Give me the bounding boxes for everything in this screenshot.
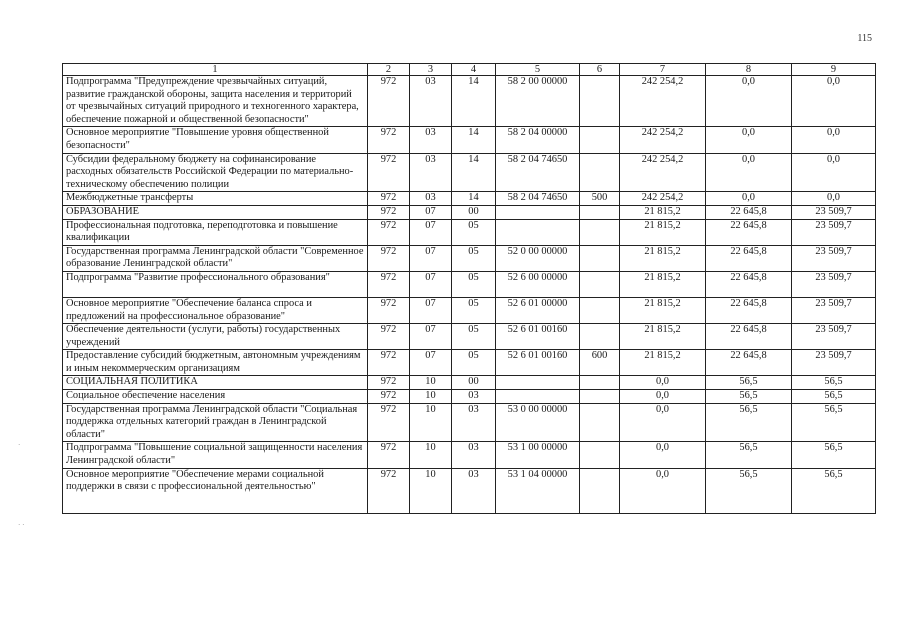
row-value-cell: 242 254,2: [620, 127, 706, 153]
row-value-cell: [580, 205, 620, 219]
row-value-cell: 07: [410, 350, 452, 376]
table-row: [63, 324, 876, 350]
col-header: 5: [496, 64, 580, 76]
row-value-cell: 21 815,2: [620, 297, 706, 323]
row-value-cell: 23 509,7: [792, 350, 876, 376]
row-value-cell: 0,0: [706, 153, 792, 192]
row-value-cell: 0,0: [620, 376, 706, 390]
row-value-cell: 53 0 00 00000: [496, 403, 580, 442]
row-value-cell: 56,5: [706, 442, 792, 468]
row-value-cell: 05: [452, 271, 496, 297]
table-row: [63, 403, 876, 442]
row-value-cell: 07: [410, 297, 452, 323]
row-value-cell: 00: [452, 376, 496, 390]
row-value-cell: 972: [368, 376, 410, 390]
table-row: [63, 76, 876, 127]
row-value-cell: 0,0: [706, 192, 792, 206]
row-value-cell: 05: [452, 245, 496, 271]
row-value-cell: 972: [368, 350, 410, 376]
row-value-cell: 0,0: [792, 153, 876, 192]
row-value-cell: 972: [368, 153, 410, 192]
row-value-cell: 0,0: [620, 390, 706, 404]
row-value-cell: 0,0: [620, 403, 706, 442]
row-value-cell: 07: [410, 219, 452, 245]
row-name-cell: Подпрограмма "Развитие профессионального образования": [63, 271, 368, 297]
row-value-cell: 242 254,2: [620, 192, 706, 206]
row-value-cell: 52 6 01 00000: [496, 297, 580, 323]
row-value-cell: [580, 297, 620, 323]
table-row: [63, 468, 876, 513]
row-value-cell: 22 645,8: [706, 324, 792, 350]
row-value-cell: 23 509,7: [792, 219, 876, 245]
row-value-cell: 972: [368, 403, 410, 442]
row-value-cell: 972: [368, 390, 410, 404]
table-row: [63, 271, 876, 297]
row-value-cell: 500: [580, 192, 620, 206]
row-value-cell: 600: [580, 350, 620, 376]
row-value-cell: 21 815,2: [620, 324, 706, 350]
table-row: [63, 390, 876, 404]
row-value-cell: [580, 153, 620, 192]
row-name-cell: Государственная программа Ленинградской области "Современное образование Ленинградской области": [63, 245, 368, 271]
col-header: 6: [580, 64, 620, 76]
page-number: 115: [857, 33, 872, 44]
row-value-cell: 22 645,8: [706, 205, 792, 219]
row-value-cell: 10: [410, 390, 452, 404]
row-value-cell: 05: [452, 350, 496, 376]
row-value-cell: 23 509,7: [792, 271, 876, 297]
table-body: [63, 76, 876, 514]
row-value-cell: [496, 390, 580, 404]
table-row: [63, 297, 876, 323]
row-value-cell: 56,5: [706, 376, 792, 390]
row-name-cell: Профессиональная подготовка, переподготовка и повышение квалификации: [63, 219, 368, 245]
table-row: [63, 127, 876, 153]
row-value-cell: 22 645,8: [706, 245, 792, 271]
row-value-cell: 03: [452, 390, 496, 404]
scribble-mark: · ·: [18, 521, 25, 529]
row-value-cell: [580, 468, 620, 513]
table-row: [63, 442, 876, 468]
row-value-cell: 0,0: [792, 192, 876, 206]
row-value-cell: 23 509,7: [792, 324, 876, 350]
row-value-cell: 00: [452, 205, 496, 219]
row-name-cell: Межбюджетные трансферты: [63, 192, 368, 206]
row-value-cell: 56,5: [792, 468, 876, 513]
row-value-cell: 972: [368, 205, 410, 219]
table-row: [63, 350, 876, 376]
row-value-cell: 03: [410, 76, 452, 127]
row-value-cell: [580, 324, 620, 350]
row-value-cell: 0,0: [620, 468, 706, 513]
row-value-cell: 58 2 04 74650: [496, 153, 580, 192]
row-value-cell: 56,5: [706, 468, 792, 513]
row-value-cell: 56,5: [792, 390, 876, 404]
row-value-cell: [580, 376, 620, 390]
row-name-cell: Подпрограмма "Предупреждение чрезвычайных ситуаций, развитие гражданской обороны, защита населения и территорий от чрезвычайных ситуаций природного и техногенного характера, обеспечение пожарной и общественной безопасности": [63, 76, 368, 127]
margin-scribbles: [18, 440, 58, 530]
row-value-cell: 21 815,2: [620, 271, 706, 297]
table-row: [63, 219, 876, 245]
table-row: [63, 205, 876, 219]
table-row: [63, 376, 876, 390]
table-row: [63, 245, 876, 271]
col-header: 9: [792, 64, 876, 76]
row-value-cell: 21 815,2: [620, 350, 706, 376]
row-value-cell: 10: [410, 376, 452, 390]
row-value-cell: 56,5: [792, 442, 876, 468]
row-value-cell: 10: [410, 442, 452, 468]
row-value-cell: [580, 403, 620, 442]
row-value-cell: 972: [368, 192, 410, 206]
header-row: [63, 64, 876, 76]
row-value-cell: 05: [452, 219, 496, 245]
row-value-cell: 22 645,8: [706, 219, 792, 245]
row-value-cell: 972: [368, 271, 410, 297]
row-name-cell: Предоставление субсидий бюджетным, автономным учреждениям и иным некоммерческим организациям: [63, 350, 368, 376]
row-value-cell: 14: [452, 76, 496, 127]
row-value-cell: 0,0: [706, 127, 792, 153]
row-value-cell: 21 815,2: [620, 245, 706, 271]
row-value-cell: 972: [368, 219, 410, 245]
row-value-cell: 03: [452, 442, 496, 468]
row-value-cell: 14: [452, 153, 496, 192]
row-value-cell: [496, 205, 580, 219]
row-value-cell: 242 254,2: [620, 76, 706, 127]
row-value-cell: 972: [368, 297, 410, 323]
row-value-cell: 58 2 04 74650: [496, 192, 580, 206]
row-value-cell: 05: [452, 324, 496, 350]
row-name-cell: Обеспечение деятельности (услуги, работы) государственных учреждений: [63, 324, 368, 350]
scribble-mark: ·: [18, 441, 21, 449]
row-value-cell: 10: [410, 468, 452, 513]
col-header: 2: [368, 64, 410, 76]
row-name-cell: Социальное обеспечение населения: [63, 390, 368, 404]
row-value-cell: 14: [452, 192, 496, 206]
row-value-cell: 53 1 04 00000: [496, 468, 580, 513]
col-header: 1: [63, 64, 368, 76]
row-value-cell: 972: [368, 324, 410, 350]
row-value-cell: 07: [410, 324, 452, 350]
row-value-cell: 03: [410, 127, 452, 153]
row-value-cell: 23 509,7: [792, 297, 876, 323]
row-value-cell: 05: [452, 297, 496, 323]
row-name-cell: Основное мероприятие "Обеспечение баланса спроса и предложений на профессиональное образование": [63, 297, 368, 323]
row-name-cell: Государственная программа Ленинградской области "Социальная поддержка отдельных категорий граждан в Ленинградской области": [63, 403, 368, 442]
row-value-cell: 56,5: [706, 390, 792, 404]
col-header: 7: [620, 64, 706, 76]
table-row: [63, 192, 876, 206]
col-header: 8: [706, 64, 792, 76]
row-value-cell: 972: [368, 442, 410, 468]
row-value-cell: 03: [452, 468, 496, 513]
row-value-cell: 21 815,2: [620, 205, 706, 219]
row-value-cell: [580, 442, 620, 468]
row-value-cell: 52 0 00 00000: [496, 245, 580, 271]
row-name-cell: Основное мероприятие "Повышение уровня общественной безопасности": [63, 127, 368, 153]
row-value-cell: 22 645,8: [706, 297, 792, 323]
row-value-cell: 07: [410, 271, 452, 297]
row-value-cell: 21 815,2: [620, 219, 706, 245]
row-value-cell: 972: [368, 468, 410, 513]
row-value-cell: 14: [452, 127, 496, 153]
row-value-cell: 56,5: [706, 403, 792, 442]
row-value-cell: 972: [368, 76, 410, 127]
row-value-cell: 22 645,8: [706, 271, 792, 297]
row-value-cell: 52 6 01 00160: [496, 350, 580, 376]
row-value-cell: [580, 390, 620, 404]
row-value-cell: 242 254,2: [620, 153, 706, 192]
row-value-cell: 07: [410, 245, 452, 271]
row-value-cell: [580, 245, 620, 271]
row-value-cell: [580, 271, 620, 297]
row-value-cell: 07: [410, 205, 452, 219]
row-value-cell: 972: [368, 245, 410, 271]
row-value-cell: 52 6 01 00160: [496, 324, 580, 350]
col-header: 4: [452, 64, 496, 76]
row-value-cell: 972: [368, 127, 410, 153]
row-name-cell: СОЦИАЛЬНАЯ ПОЛИТИКА: [63, 376, 368, 390]
row-value-cell: [580, 219, 620, 245]
row-value-cell: 0,0: [792, 76, 876, 127]
row-name-cell: ОБРАЗОВАНИЕ: [63, 205, 368, 219]
row-value-cell: 53 1 00 00000: [496, 442, 580, 468]
row-value-cell: 03: [410, 153, 452, 192]
budget-table: [62, 63, 876, 514]
row-value-cell: [580, 127, 620, 153]
row-name-cell: Подпрограмма "Повышение социальной защищенности населения Ленинградской области": [63, 442, 368, 468]
row-value-cell: 23 509,7: [792, 245, 876, 271]
row-value-cell: 23 509,7: [792, 205, 876, 219]
row-value-cell: [496, 219, 580, 245]
row-value-cell: 10: [410, 403, 452, 442]
row-value-cell: 56,5: [792, 403, 876, 442]
col-header: 3: [410, 64, 452, 76]
row-name-cell: Основное мероприятие "Обеспечение мерами социальной поддержки в связи с профессиональной деятельностью": [63, 468, 368, 513]
row-value-cell: 56,5: [792, 376, 876, 390]
row-value-cell: 52 6 00 00000: [496, 271, 580, 297]
row-value-cell: 0,0: [706, 76, 792, 127]
row-value-cell: 0,0: [792, 127, 876, 153]
row-value-cell: 03: [410, 192, 452, 206]
row-value-cell: 0,0: [620, 442, 706, 468]
row-value-cell: [580, 76, 620, 127]
row-value-cell: 58 2 00 00000: [496, 76, 580, 127]
row-value-cell: [496, 376, 580, 390]
row-value-cell: 22 645,8: [706, 350, 792, 376]
row-value-cell: 58 2 04 00000: [496, 127, 580, 153]
row-value-cell: 03: [452, 403, 496, 442]
row-name-cell: Субсидии федеральному бюджету на софинансирование расходных обязательств Российской Федерации по материально-техническому обеспечению полиции: [63, 153, 368, 192]
table-row: [63, 153, 876, 192]
